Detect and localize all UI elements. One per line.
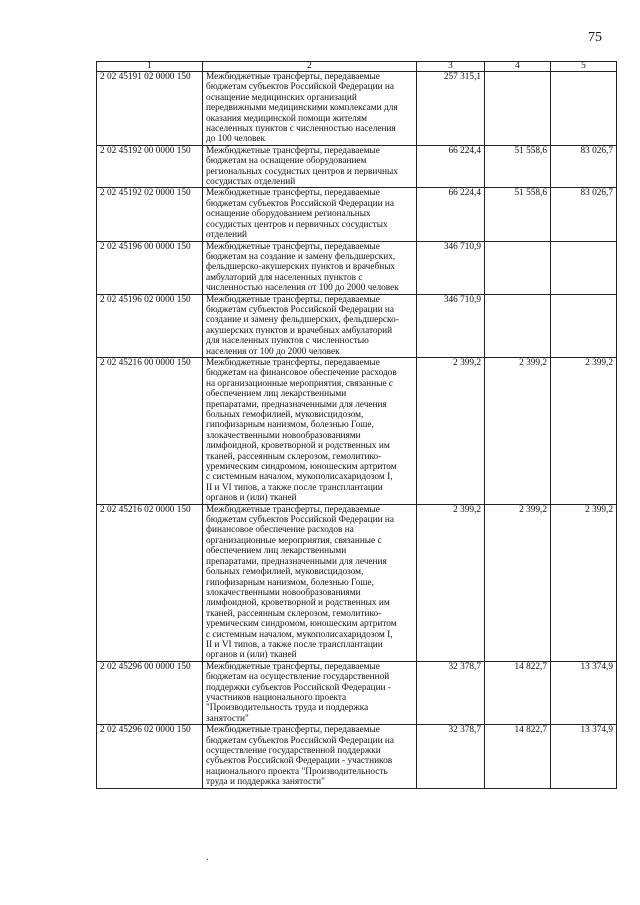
value-col5-cell <box>551 72 617 146</box>
value-col4-cell: 14 822,7 <box>485 661 551 724</box>
value-col3-cell: 32 378,7 <box>417 661 485 724</box>
description-cell: Межбюджетные трансферты, передаваемые бюджетам субъектов Российской Федерации на оснащение оборудованием региональных сосудистых центров и первичных сосудистых отделений <box>203 188 417 241</box>
value-col4-cell: 51 558,6 <box>485 145 551 188</box>
value-col4-cell: 14 822,7 <box>485 725 551 788</box>
description-cell: Межбюджетные трансферты, передаваемые бюджетам субъектов Российской Федерации на создание и замену фельдшерских, фельдшерско- акушерских пунктов и врачебных амбулаторий для населенных пунктов с численностью населения от 100 до 2000 человек <box>203 294 417 357</box>
value-col3-cell: 257 315,1 <box>417 72 485 146</box>
value-col5-cell: 83 026,7 <box>551 188 617 241</box>
budget-code-cell: 2 02 45296 02 0000 150 <box>97 725 203 788</box>
value-col3-cell: 66 224,4 <box>417 188 485 241</box>
value-col5-cell: 13 374,9 <box>551 661 617 724</box>
budget-code-cell: 2 02 45191 02 0000 150 <box>97 72 203 146</box>
budget-code-cell: 2 02 45296 00 0000 150 <box>97 661 203 724</box>
table-row <box>97 294 617 357</box>
table-row <box>97 504 617 661</box>
table-row <box>97 72 617 146</box>
value-col4-cell <box>485 294 551 357</box>
column-header-1: 1 <box>97 62 203 72</box>
description-cell: Межбюджетные трансферты, передаваемые бюджетам на оснащение оборудованием региональных сосудистых центров и первичных сосудистых отделений <box>203 145 417 188</box>
value-col4-cell: 51 558,6 <box>485 188 551 241</box>
table-row <box>97 188 617 241</box>
value-col3-cell: 66 224,4 <box>417 145 485 188</box>
header-row <box>97 62 617 72</box>
value-col3-cell: 346 710,9 <box>417 241 485 294</box>
value-col3-cell: 2 399,2 <box>417 357 485 504</box>
value-col4-cell <box>485 72 551 146</box>
footer-mark: . <box>206 852 209 863</box>
table-row <box>97 145 617 188</box>
description-cell: Межбюджетные трансферты, передаваемые бюджетам субъектов Российской Федерации на финансовое обеспечение расходов на организационные мероприятия, связанные с обеспечением лиц лекарственными препаратами, предназначенными для лечения больных гемофилией, муковисцидозом, гипофизарным нанизмом, болезнью Гоше, злокачественными новообразованиями лимфоидной, кроветворной и родственных им тканей, рассеянным склерозом, гемолитико- уремическим синдромом, юношеским артритом с системным началом, мукополисахаридозом I, II и VI типов, а также после трансплантации органов и (или) тканей <box>203 504 417 661</box>
page-number: 75 <box>588 30 602 45</box>
value-col5-cell: 2 399,2 <box>551 504 617 661</box>
budget-code-cell: 2 02 45216 00 0000 150 <box>97 357 203 504</box>
value-col5-cell: 13 374,9 <box>551 725 617 788</box>
column-header-5: 5 <box>551 62 617 72</box>
description-cell: Межбюджетные трансферты, передаваемые бюджетам субъектов Российской Федерации на осуществление государственной поддержки субъектов Российской Федерации - участников национального проекта "Производительность труда и поддержка занятости" <box>203 725 417 788</box>
value-col5-cell: 2 399,2 <box>551 357 617 504</box>
value-col3-cell: 346 710,9 <box>417 294 485 357</box>
budget-table <box>96 61 617 789</box>
value-col3-cell: 2 399,2 <box>417 504 485 661</box>
table-row <box>97 241 617 294</box>
column-header-3: 3 <box>417 62 485 72</box>
description-cell: Межбюджетные трансферты, передаваемые бюджетам на финансовое обеспечение расходов на организационные мероприятия, связанные с обеспечением лиц лекарственными препаратами, предназначенными для лечения больных гемофилией, муковисцидозом, гипофизарным нанизмом, болезнью Гоше, злокачественными новообразованиями лимфоидной, кроветворной и родственных им тканей, рассеянным склерозом, гемолитико- уремическим синдромом, юношеским артритом с системным началом, мукополисахаридозом I, II и VI типов, а также после трансплантации органов и (или) тканей <box>203 357 417 504</box>
budget-code-cell: 2 02 45192 02 0000 150 <box>97 188 203 241</box>
value-col4-cell: 2 399,2 <box>485 504 551 661</box>
table-row <box>97 661 617 724</box>
value-col5-cell <box>551 294 617 357</box>
value-col3-cell: 32 378,7 <box>417 725 485 788</box>
table-row <box>97 357 617 504</box>
column-header-4: 4 <box>485 62 551 72</box>
description-cell: Межбюджетные трансферты, передаваемые бюджетам на создание и замену фельдшерских, фельдшерско-акушерских пунктов и врачебных амбулаторий для населенных пунктов с численностью населения от 100 до 2000 человек <box>203 241 417 294</box>
budget-code-cell: 2 02 45196 00 0000 150 <box>97 241 203 294</box>
description-cell: Межбюджетные трансферты, передаваемые бюджетам субъектов Российской Федерации на оснащение медицинских организаций передвижными медицинскими комплексами для оказания медицинской помощи жителям населенных пунктов с численностью населения до 100 человек <box>203 72 417 146</box>
value-col4-cell: 2 399,2 <box>485 357 551 504</box>
value-col4-cell <box>485 241 551 294</box>
budget-code-cell: 2 02 45216 02 0000 150 <box>97 504 203 661</box>
table-row <box>97 725 617 788</box>
value-col5-cell <box>551 241 617 294</box>
budget-code-cell: 2 02 45192 00 0000 150 <box>97 145 203 188</box>
budget-code-cell: 2 02 45196 02 0000 150 <box>97 294 203 357</box>
column-header-2: 2 <box>203 62 417 72</box>
value-col5-cell: 83 026,7 <box>551 145 617 188</box>
description-cell: Межбюджетные трансферты, передаваемые бюджетам на осуществление государственной поддержки субъектов Российской Федерации - участников национального проекта "Производительность труда и поддержка занятости" <box>203 661 417 724</box>
